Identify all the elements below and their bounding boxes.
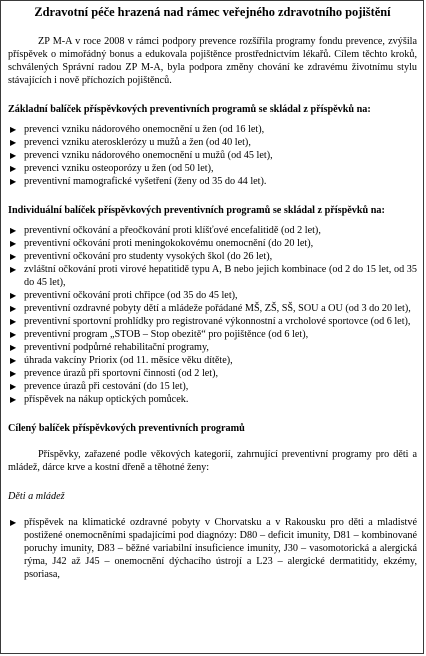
- list-item: ▶ preventivní program „STOB – Stop obezitě“ pro pojištěnce (od 6 let),: [10, 329, 309, 340]
- triangle-bullet-icon: ▶: [10, 518, 17, 527]
- triangle-bullet-icon: ▶: [10, 395, 17, 404]
- list-item: ▶ preventivní ozdravné pobyty dětí a mládeže pořádané MŠ, ZŠ, SŠ, SOU a OU (od 3 do 20 let),: [10, 303, 411, 314]
- triangle-bullet-icon: ▶: [10, 265, 17, 274]
- list-item: ▶ příspěvek na klimatické ozdravné pobyty v Chorvatsku a v Rakousku pro děti a mladistvé postižené onemocněními spadajícími pod diagnózy: D80 – deficit imunity, D81 – kombinované poruchy imunity, D83 – běžné variabilní insuficience imunity, J30 – vasomotorická a alergická rýma, J42 až J45 – onemocnění dýchacího ústrojí a L23 – alergické dermatitidy, ekzémy, psoriasa,: [10, 517, 417, 580]
- list-item: ▶ preventivní očkování proti chřipce (od 35 do 45 let),: [10, 290, 238, 301]
- list-item: ▶ prevenci vzniku nádorového onemocnění u žen (od 16 let),: [10, 124, 265, 135]
- triangle-bullet-icon: ▶: [10, 252, 17, 261]
- page-title: Zdravotní péče hrazená nad rámec veřejného zdravotního pojištění: [34, 5, 391, 19]
- list-item: ▶ preventivní očkování a přeočkování proti klíšťové encefalitidě (od 2 let),: [10, 225, 321, 236]
- list-item: ▶ úhrada vakcíny Priorix (od 11. měsíce věku dítěte),: [10, 355, 233, 366]
- triangle-bullet-icon: ▶: [10, 125, 17, 134]
- triangle-bullet-icon: ▶: [10, 330, 17, 339]
- triangle-bullet-icon: ▶: [10, 164, 17, 173]
- list-item: ▶ prevenci vzniku aterosklerózy u mužů a žen (od 40 let),: [10, 137, 251, 148]
- triangle-bullet-icon: ▶: [10, 356, 17, 365]
- triangle-bullet-icon: ▶: [10, 382, 17, 391]
- triangle-bullet-icon: ▶: [10, 138, 17, 147]
- intro-paragraph: ZP M-A v roce 2008 v rámci podpory prevence rozšířila programy fondu prevence, zvýšila příspěvek o mimořádný bonus a edukovala pojištěnce prostřednictvím lékařů. Cílem těchto kroků, schválených Správní radou ZP M-A, byla podpora změny chování ke zdravému životnímu stylu stávajících i nově příchozích pojištěnců.: [8, 36, 417, 86]
- triangle-bullet-icon: ▶: [10, 304, 17, 313]
- list-item: ▶ prevence úrazů při cestování (do 15 let),: [10, 381, 189, 392]
- list-item: ▶ preventivní podpůrné rehabilitační programy,: [10, 342, 209, 353]
- section-heading-individual-package: Individuální balíček příspěvkových preventivních programů se skládal z příspěvků na:: [8, 205, 385, 216]
- triangle-bullet-icon: ▶: [10, 317, 17, 326]
- list-item: ▶ preventivní očkování proti meningokokovému onemocnění (do 20 let),: [10, 238, 314, 249]
- list-item: ▶ zvláštní očkování proti virové hepatitidě typu A, B nebo jejich kombinace (od 2 do 15 let, od 35 do 45 let),: [10, 264, 417, 288]
- individual-package-list: [8, 224, 417, 406]
- list-item: ▶ prevenci vzniku osteoporózy u žen (od 50 let),: [10, 163, 214, 174]
- list-item: ▶ prevence úrazů při sportovní činnosti (od 2 let),: [10, 368, 219, 379]
- list-item: ▶ preventivní mamografické vyšetření (ženy od 35 do 44 let).: [10, 176, 267, 187]
- list-item: ▶ preventivní sportovní prohlídky pro registrované výkonnostní a vrcholové sportovce (od 6 let),: [10, 316, 411, 327]
- section-heading-targeted-package: Cílený balíček příspěvkových preventivních programů: [8, 423, 245, 434]
- targeted-package-intro: Příspěvky, zařazené podle věkových kategorií, zahrnující preventivní programy pro děti a mládež, dárce krve a kostní dřeně a těhotné ženy:: [8, 449, 417, 473]
- section-heading-basic-package: Základní balíček příspěvkových preventivních programů se skládal z příspěvků na:: [8, 104, 371, 115]
- triangle-bullet-icon: ▶: [10, 177, 17, 186]
- children-youth-list: [8, 516, 417, 581]
- triangle-bullet-icon: ▶: [10, 226, 17, 235]
- triangle-bullet-icon: ▶: [10, 369, 17, 378]
- list-item: ▶ prevenci vzniku nádorového onemocnění u mužů (od 45 let),: [10, 150, 273, 161]
- list-item: ▶ preventivní očkování pro studenty vysokých škol (do 26 let),: [10, 251, 273, 262]
- subheading-children-youth: Děti a mládež: [8, 491, 65, 502]
- list-item: ▶ příspěvek na nákup optických pomůcek.: [10, 394, 189, 405]
- basic-package-list: [8, 123, 417, 188]
- triangle-bullet-icon: ▶: [10, 239, 17, 248]
- triangle-bullet-icon: ▶: [10, 151, 17, 160]
- triangle-bullet-icon: ▶: [10, 291, 17, 300]
- triangle-bullet-icon: ▶: [10, 343, 17, 352]
